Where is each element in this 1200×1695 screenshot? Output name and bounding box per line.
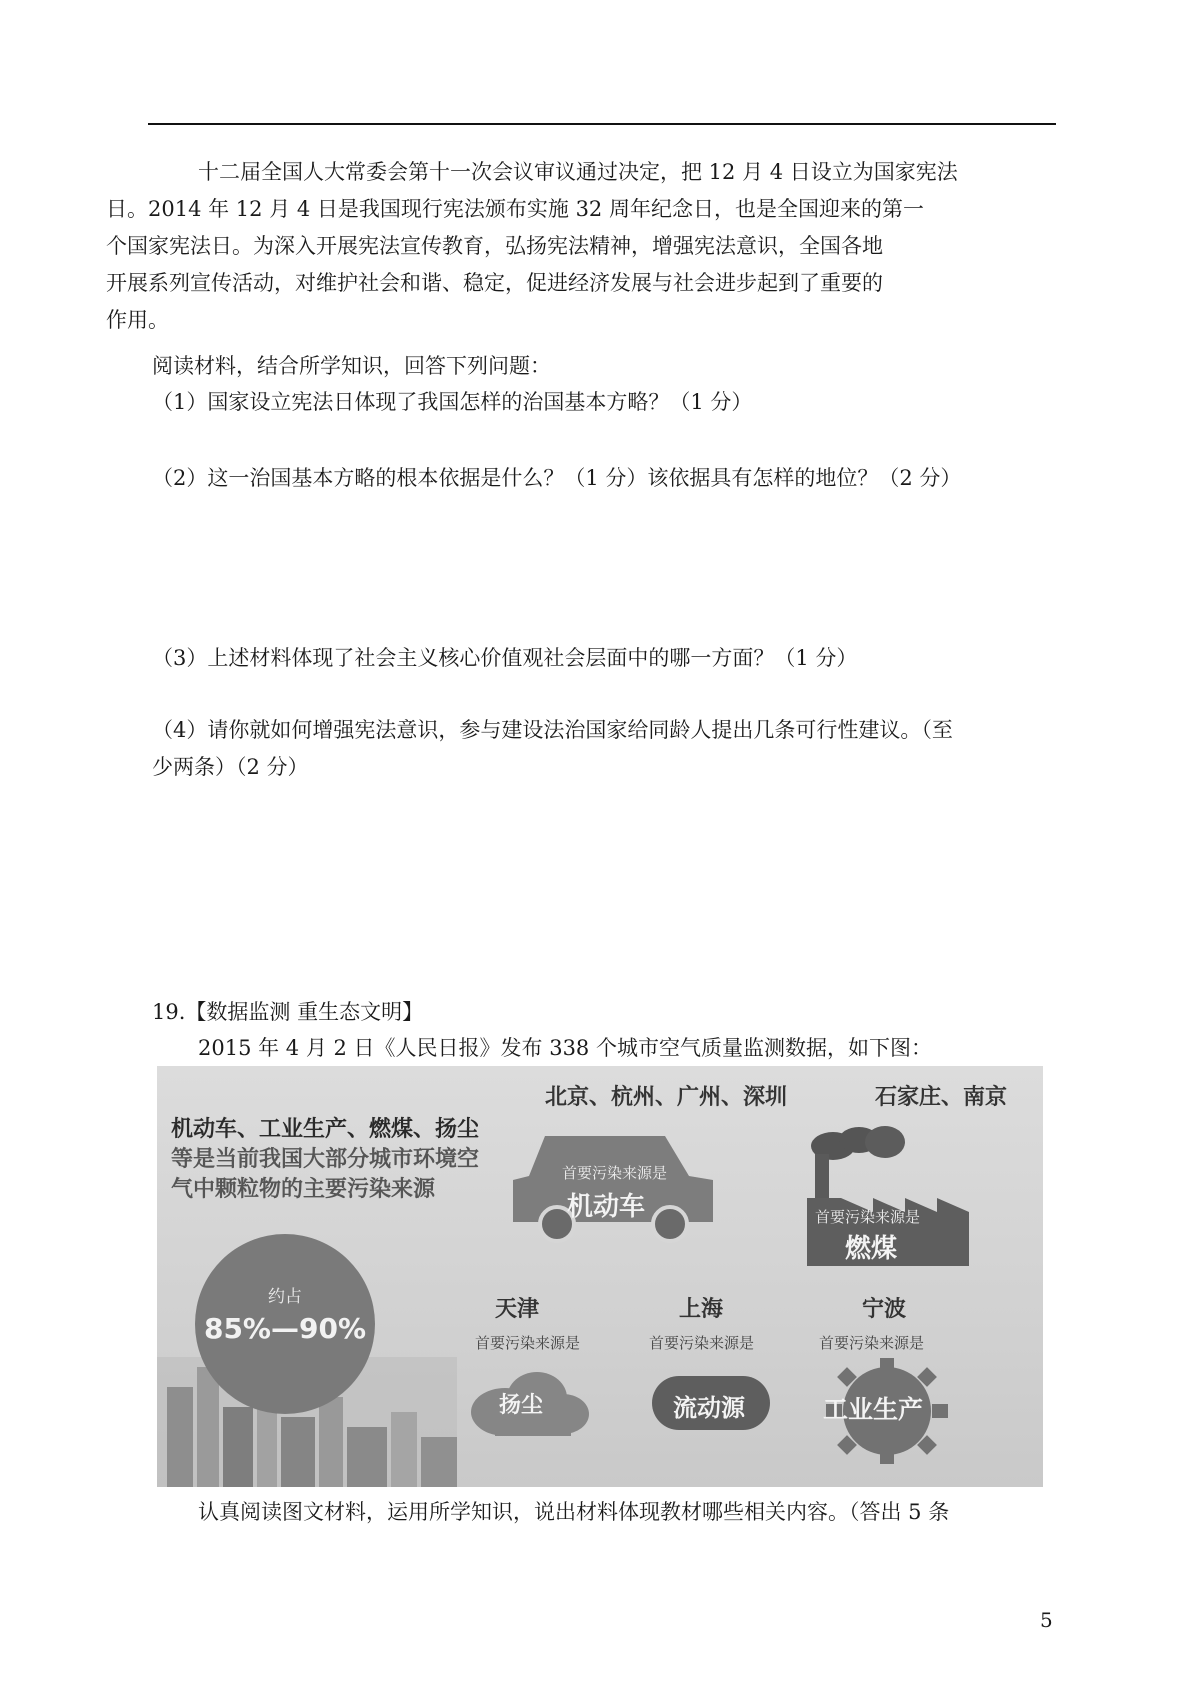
infographic-intro-line3: 气中颗粒物的主要污染来源 [171, 1177, 436, 1202]
city-tianjin: 天津 [495, 1297, 540, 1322]
car-icon [507, 1124, 722, 1244]
material-line: 个国家宪法日。为深入开展宪法宣传教育，弘扬宪法精神，增强宪法意识，全国各地 [106, 234, 883, 258]
material-line: 日。2014 年 12 月 4 日是我国现行宪法颁布实施 32 周年纪念日，也是全国迎来的第一 [106, 197, 924, 221]
city-shanghai: 上海 [679, 1297, 724, 1322]
industry-label: 工业生产 [823, 1395, 924, 1424]
question-4-line1: （4）请你就如何增强宪法意识，参与建设法治国家给同龄人提出几条可行性建议。（至 [152, 718, 953, 742]
page-number: 5 [1040, 1608, 1053, 1632]
infographic-intro-line1: 机动车、工业生产、燃煤、扬尘 [171, 1117, 480, 1142]
circle-percentage: 85%—90% [203, 1312, 367, 1345]
industry-caption: 首要污染来源是 [819, 1334, 925, 1352]
car-label: 机动车 [567, 1192, 646, 1222]
group2-cities: 石家庄、南京 [875, 1085, 1008, 1110]
q19-heading: 19.【数据监测 重生态文明】 [152, 1000, 424, 1024]
instruction-text: 阅读材料，结合所学知识，回答下列问题： [152, 354, 551, 378]
material-paragraph [106, 154, 1052, 339]
q19-task: 认真阅读图文材料，运用所学知识，说出材料体现教材哪些相关内容。（答出 5 条 [198, 1500, 950, 1524]
question-3: （3）上述材料体现了社会主义核心价值观社会层面中的哪一方面？（1 分） [152, 646, 858, 670]
percentage-circle [195, 1234, 375, 1414]
pollution-infographic [157, 1066, 1043, 1487]
header-rule [148, 123, 1056, 125]
material-line: 作用。 [106, 308, 169, 332]
infographic-intro-line2: 等是当前我国大部分城市环境空 [171, 1147, 480, 1172]
circle-caption: 约占 [268, 1287, 302, 1307]
question-1: （1）国家设立宪法日体现了我国怎样的治国基本方略？（1 分） [152, 390, 753, 414]
q19-intro: 2015 年 4 月 2 日《人民日报》发布 338 个城市空气质量监测数据，如下图： [198, 1036, 932, 1060]
coal-caption: 首要污染来源是 [815, 1208, 921, 1226]
question-2: （2）这一治国基本方略的根本依据是什么？（1 分）该依据具有怎样的地位？（2 分） [152, 466, 962, 490]
group1-cities: 北京、杭州、广州、深圳 [545, 1085, 788, 1110]
material-line: 开展系列宣传活动，对维护社会和谐、稳定，促进经济发展与社会进步起到了重要的 [106, 271, 883, 295]
coal-label: 燃煤 [845, 1234, 898, 1264]
dust-caption: 首要污染来源是 [475, 1334, 581, 1352]
mobile-label: 流动源 [673, 1394, 745, 1422]
dust-label: 扬尘 [499, 1393, 544, 1418]
material-line: 十二届全国人大常委会第十一次会议审议通过决定，把 12 月 4 日设立为国家宪法 [198, 160, 958, 184]
city-ningbo: 宁波 [862, 1297, 907, 1322]
mobile-caption: 首要污染来源是 [649, 1334, 755, 1352]
question-4-line2: 少两条）（2 分） [152, 755, 309, 779]
car-caption: 首要污染来源是 [562, 1164, 668, 1182]
